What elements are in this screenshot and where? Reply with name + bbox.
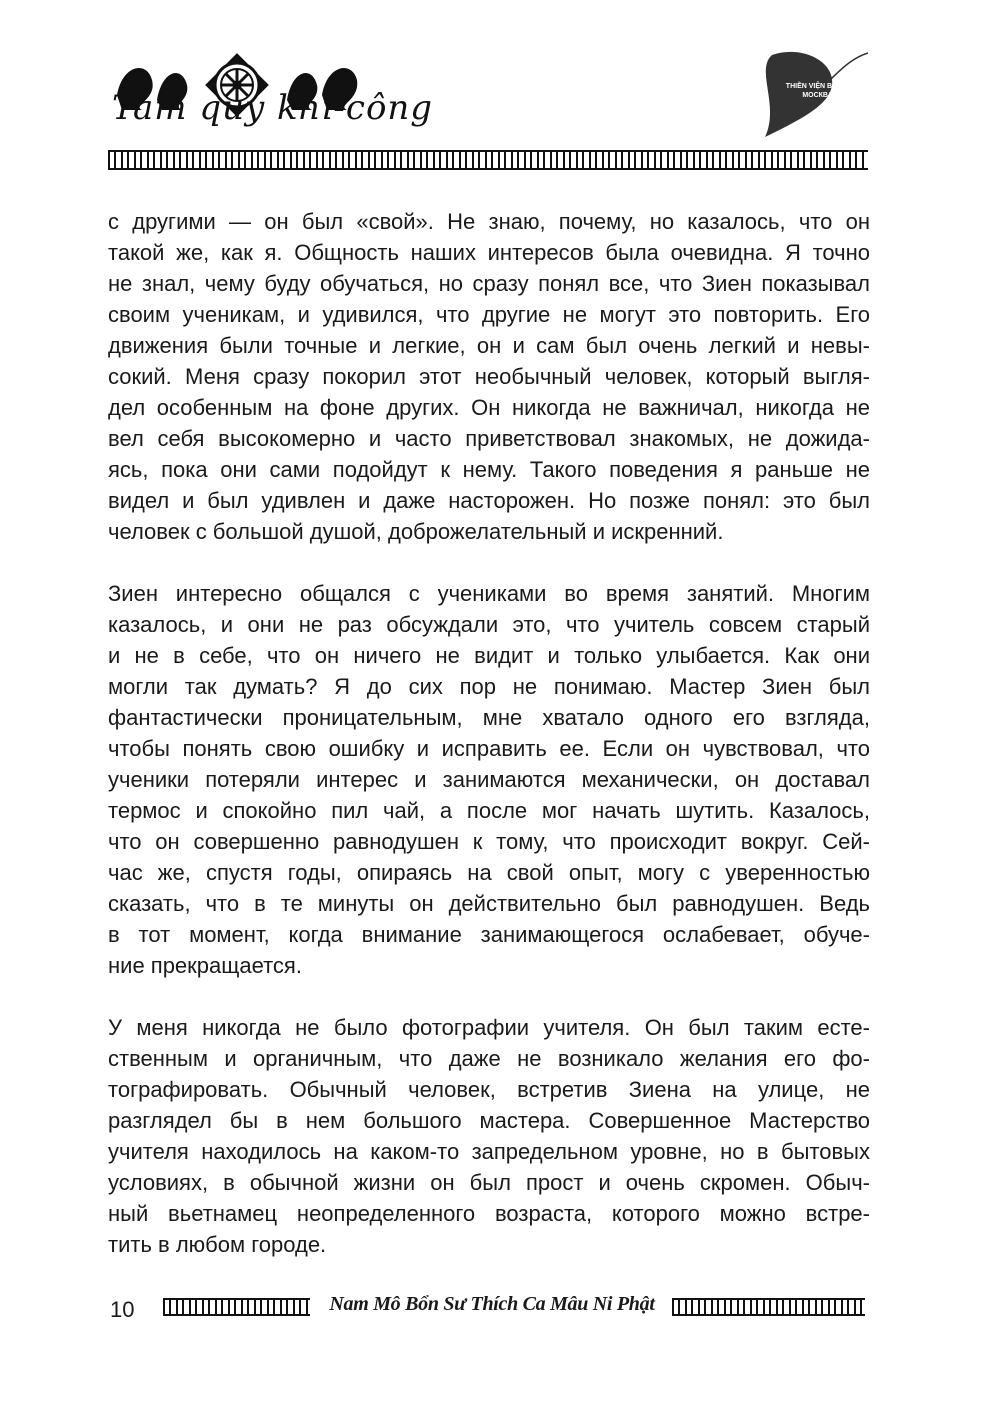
text-line: своим ученикам, и удивился, что другие не могут это повторить. Его	[108, 302, 870, 327]
paragraph	[108, 206, 870, 547]
text-line: чтобы понять свою ошибку и исправить ее. Если он чувствовал, что	[108, 736, 870, 761]
text-line: в тот момент, когда внимание занимающегося ослабевает, обуче-	[108, 922, 870, 947]
text-line: час же, спустя годы, опираясь на свой опыт, могу с уверенностью	[108, 860, 870, 885]
text-line: ученики потеряли интерес и занимаются механически, он доставал	[108, 767, 870, 792]
logo-calligraphy-title: Tam quy khí-công	[112, 88, 434, 128]
text-line: с другими — он был «свой». Не знаю, почему, но казалось, что он	[108, 209, 870, 234]
text-line: тить в любом городе.	[108, 1232, 327, 1257]
text-line: и не в себе, что он ничего не видит и только улыбается. Как они	[108, 643, 870, 668]
text-line: условиях, в обычной жизни он был прост и очень скромен. Обыч-	[108, 1170, 870, 1195]
paragraph	[108, 578, 870, 981]
text-line: учителя находилось на каком-то запредельном уровне, но в бытовых	[108, 1139, 870, 1164]
greek-key-border-footer-right	[672, 1298, 865, 1316]
text-line: сказать, что в те минуты он действительно был равнодушен. Ведь	[108, 891, 870, 916]
text-line: У меня никогда не было фотографии учителя. Он был таким есте-	[108, 1015, 870, 1040]
text-line: ясь, пока они сами подойдут к нему. Такого поведения я раньше не	[108, 457, 870, 482]
greek-key-border-footer-left	[163, 1298, 310, 1316]
text-line: фантастически проницательным, мне хватало одного его взгляда,	[108, 705, 870, 730]
greek-key-border-top	[108, 150, 868, 170]
text-line: разглядел бы в нем большого мастера. Совершенное Мастерство	[108, 1108, 870, 1133]
text-line: могли так думать? Я до сих пор не понимаю. Мастер Зиен был	[108, 674, 870, 699]
text-line: дел особенным на фоне других. Он никогда не важничал, никогда не	[108, 395, 870, 420]
text-line: не знал, чему буду обучаться, но сразу понял все, что Зиен показывал	[108, 271, 870, 296]
page-body-text	[108, 206, 870, 1291]
text-line: Зиен интересно общался с учениками во время занятий. Многим	[108, 581, 870, 606]
text-line: человек с большой душой, доброжелательный и искренний.	[108, 519, 724, 544]
page-number: 10	[110, 1297, 135, 1322]
text-line: казалось, и они не раз обсуждали это, что учитель совсем старый	[108, 612, 870, 637]
text-line: движения были точные и легкие, он и сам был очень легкий и невы-	[108, 333, 870, 358]
text-line: что он совершенно равнодушен к тому, что происходит вокруг. Сей-	[108, 829, 870, 854]
text-line: вел себя высокомерно и часто приветствовал знакомых, не дожида-	[108, 426, 870, 451]
text-line: ние прекращается.	[108, 953, 302, 978]
text-line: ный вьетнамец неопределенного возраста, которого можно встре-	[108, 1201, 870, 1226]
text-line: видел и был удивлен и даже насторожен. Но позже понял: это был	[108, 488, 870, 513]
footer-calligraphy: Nam Mô Bổn Sư Thích Ca Mâu Ni Phật	[318, 1293, 666, 1316]
text-line: тографировать. Обычный человек, встретив Зиена на улице, не	[108, 1077, 870, 1102]
paragraph	[108, 1012, 870, 1260]
text-line: термос и спокойно пил чай, а после мог начать шутить. Казалось,	[108, 798, 870, 823]
text-line: такой же, как я. Общность наших интересов была очевидна. Я точно	[108, 240, 870, 265]
text-line: ственным и органичным, что даже не возникало желания его фо-	[108, 1046, 870, 1071]
text-line: сокий. Меня сразу покорил этот необычный человек, который выгля-	[108, 364, 870, 389]
